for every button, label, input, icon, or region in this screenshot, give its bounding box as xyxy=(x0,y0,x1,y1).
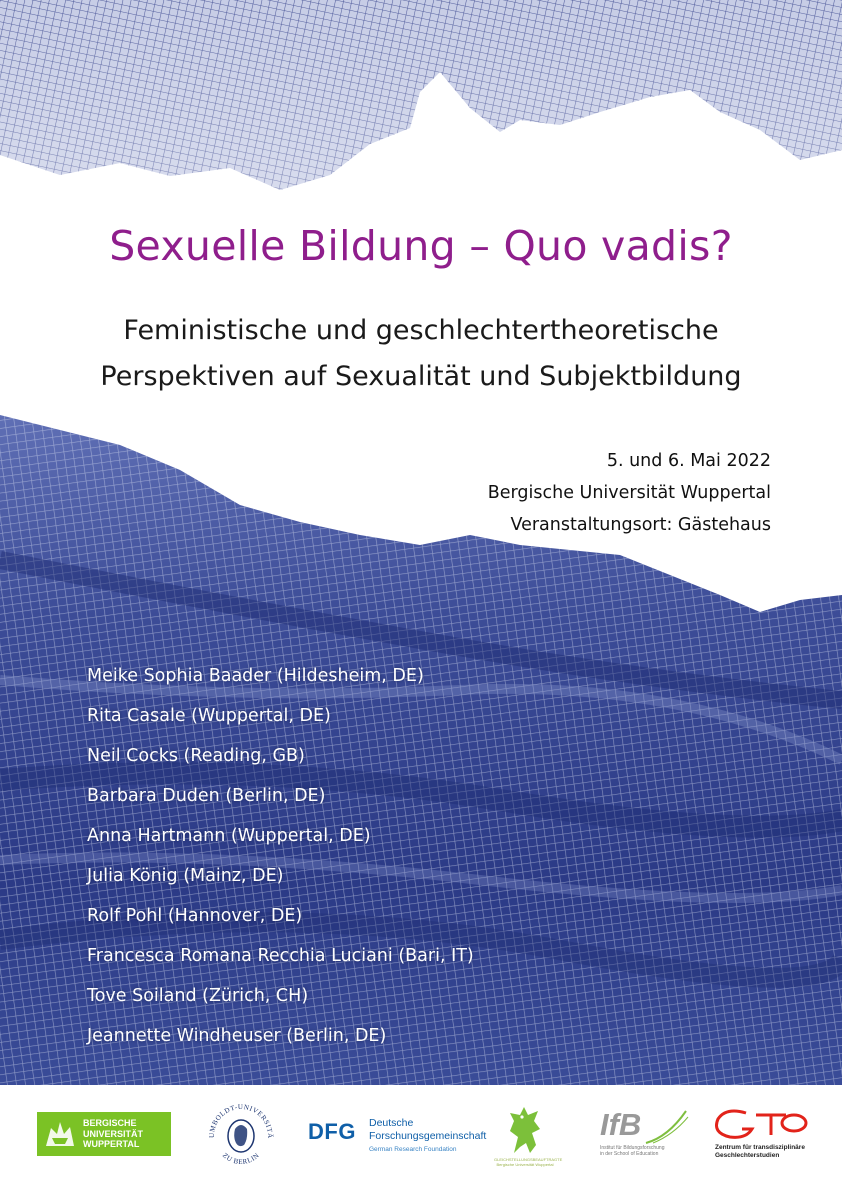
logo-bergische-universitaet xyxy=(37,1112,171,1156)
speaker-item: Tove Soiland (Zürich, CH) xyxy=(87,986,309,1006)
speaker-item: Francesca Romana Recchia Luciani (Bari, IT) xyxy=(87,946,474,966)
speaker-item: Neil Cocks (Reading, GB) xyxy=(87,746,305,766)
buw-wordmark xyxy=(83,1118,143,1150)
logo-gleichstellungsbeauftragte xyxy=(494,1103,563,1173)
poster-subtitle xyxy=(0,308,842,400)
dfg-name-line-2: Forschungsgemeinschaft xyxy=(369,1129,487,1142)
lion-caption xyxy=(494,1157,563,1167)
hu-ring-top: UMBOLDT-UNIVERSITÄ xyxy=(207,1102,275,1139)
buw-line-2: UNIVERSITÄT xyxy=(83,1128,144,1139)
humboldt-seal-icon xyxy=(206,1095,276,1177)
logo-ifb xyxy=(598,1107,693,1167)
buw-line-3: WUPPERTAL xyxy=(83,1139,140,1149)
dfg-english-name: German Research Foundation xyxy=(369,1146,457,1153)
ztg-emblem-icon xyxy=(712,1105,812,1143)
event-venue: Veranstaltungsort: Gästehaus xyxy=(510,515,771,535)
ifb-caption-line-2: in der School of Education xyxy=(600,1151,659,1157)
speaker-item: Barbara Duden (Berlin, DE) xyxy=(87,786,326,806)
lion-caption-line-2: Bergische Universität Wuppertal xyxy=(496,1162,554,1167)
ifb-mark: IfB xyxy=(600,1107,642,1142)
event-university: Bergische Universität Wuppertal xyxy=(487,483,771,503)
event-date: 5. und 6. Mai 2022 xyxy=(606,451,771,471)
logo-dfg xyxy=(308,1115,487,1161)
speaker-item: Anna Hartmann (Wuppertal, DE) xyxy=(87,826,371,846)
ztg-caption-line-2: Geschlechterstudien xyxy=(715,1152,780,1159)
poster-title: Sexuelle Bildung – Quo vadis? xyxy=(109,222,733,270)
buw-line-1: BERGISCHE xyxy=(83,1118,137,1128)
speaker-item: Jeannette Windheuser (Berlin, DE) xyxy=(87,1026,387,1046)
lion-icon xyxy=(500,1103,550,1157)
speaker-item: Julia König (Mainz, DE) xyxy=(87,866,284,886)
subtitle-line-2: Perspektiven auf Sexualität und Subjektbildung xyxy=(100,361,742,392)
subtitle-line-1: Feministische und geschlechtertheoretische xyxy=(123,315,719,346)
sponsor-logos xyxy=(0,1085,842,1191)
ifb-caption-line-1: Institut für Bildungsforschung xyxy=(600,1145,665,1151)
dfg-mark: DFG xyxy=(308,1119,356,1144)
svg-text:ZU BERLIN xyxy=(221,1151,261,1166)
speaker-list xyxy=(87,660,474,1060)
ztg-caption xyxy=(715,1144,805,1160)
buw-emblem-icon xyxy=(43,1118,77,1150)
speaker-item: Rita Casale (Wuppertal, DE) xyxy=(87,706,331,726)
logo-humboldt-universitaet xyxy=(206,1095,276,1177)
ifb-caption xyxy=(600,1145,664,1157)
ztg-caption-line-1: Zentrum für transdisziplinäre xyxy=(715,1144,805,1151)
event-info xyxy=(488,445,771,541)
speaker-item: Rolf Pohl (Hannover, DE) xyxy=(87,906,303,926)
dfg-name-line-1: Deutsche xyxy=(369,1117,414,1129)
logo-ztg xyxy=(712,1105,812,1165)
dfg-name xyxy=(369,1117,486,1142)
speaker-item: Meike Sophia Baader (Hildesheim, DE) xyxy=(87,666,424,686)
lion-caption-line-1: GLEICHSTELLUNGSBEAUFTRAGTE xyxy=(494,1157,563,1162)
hu-ring-bottom: ZU BERLIN xyxy=(220,1151,262,1167)
